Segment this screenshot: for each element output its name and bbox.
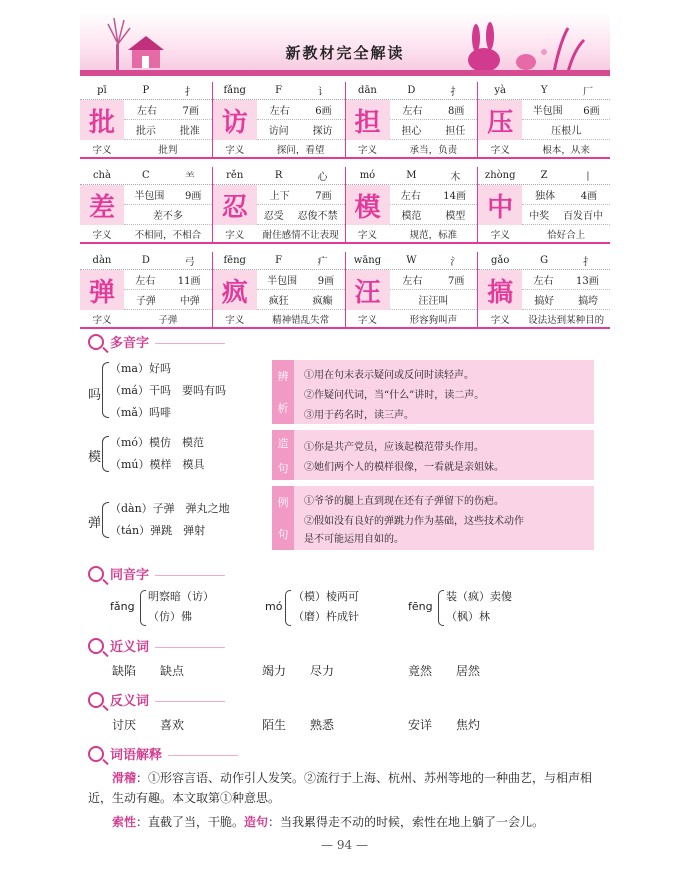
magnifier-icon — [88, 638, 104, 654]
meaning: 批判 — [158, 144, 178, 156]
character-grid — [80, 82, 610, 329]
meaning: 不相同，不相合 — [134, 229, 202, 241]
explanation-suoxing: 索性：直截了当，干脆。造句：当我累得走不动的时候，索性在地上躺了一会儿。 — [112, 815, 545, 829]
initial: W — [406, 255, 417, 266]
char-row — [80, 252, 610, 329]
pinyin: pī — [97, 85, 107, 96]
char-card-搞: gǎo G 扌 搞 左右 13画 搞好 搞垮 字义 设法达到某种目的 — [477, 252, 610, 329]
char-card-访: fǎng F 讠 访 左右 6画 访问 探访 字义 探问，看望 — [212, 82, 345, 159]
char-row — [80, 167, 610, 244]
section-explain: 词语解释 — [88, 744, 238, 763]
initial: Z — [540, 170, 548, 181]
meaning: 形容狗叫声 — [409, 314, 458, 326]
meaning: 耐住感情不让表现 — [262, 229, 339, 241]
meaning: 子弹 — [158, 314, 178, 326]
char-card-模: mó M 木 模 左右 14画 模范 模型 字义 规范，标准 — [345, 167, 478, 244]
pinyin: fēng — [223, 255, 246, 266]
big-character: 汪 — [346, 270, 390, 310]
header-strip — [80, 70, 610, 76]
char-card-弹: dàn D 弓 弹 左右 11画 子弹 中弹 字义 子弹 — [80, 252, 212, 329]
synonym-pair: 竭力 尽力 — [262, 664, 335, 678]
page-header — [80, 12, 610, 76]
meaning: 规范，标准 — [409, 229, 458, 241]
radical: 疒 — [317, 257, 328, 268]
example-words: 访问 探访 — [257, 120, 345, 140]
big-character: 疯 — [213, 270, 257, 310]
initial: G — [540, 255, 549, 266]
meaning: 承当，负责 — [409, 144, 458, 156]
polyphone-ma-notes: 辨 析 ①用在句末表示疑问或反问时读轻声。 ②作疑问代词，当“什么”讲时，读二声。 ③用于药名时，读三声。 — [272, 360, 594, 424]
polyphone-ma: 吗 （ma）好吗 （má）干吗 要吗有吗 （mǎ）吗啡 — [88, 362, 226, 419]
radical: 讠 — [317, 87, 328, 98]
homophone-mo: mó （模）棱两可 （磨）杵成针 — [265, 588, 415, 628]
pinyin: wāng — [353, 255, 382, 266]
char-card-忍: rěn R 心 忍 上下 7画 忍受 忍俊不禁 字义 耐住感情不让表现 — [212, 167, 345, 244]
pinyin: yà — [494, 85, 507, 96]
initial: C — [142, 170, 150, 181]
initial: Y — [540, 85, 548, 96]
magnifier-icon — [88, 566, 104, 582]
example-words: 压根儿 — [522, 120, 610, 140]
radical: 氵 — [450, 257, 461, 268]
initial: R — [274, 170, 283, 181]
char-card-批: pī P 扌 批 左右 7画 批示 批准 字义 批判 — [80, 82, 212, 159]
homophone-fang: fǎng 明察暗（访） （仿）佛 — [110, 588, 260, 628]
meaning: 根本，从来 — [542, 144, 590, 156]
big-character: 批 — [80, 100, 124, 140]
rabbit-illustration — [464, 22, 594, 74]
polyphone-mo: 模 （mó）模仿 模范 （mú）模样 模具 — [88, 436, 205, 471]
magnifier-icon — [88, 692, 104, 708]
pinyin: mó — [359, 170, 376, 181]
pinyin: fǎng — [223, 85, 246, 96]
magnifier-icon — [88, 334, 104, 350]
char-card-中: zhòng Z 丨 中 独体 4画 中奖 百发百中 字义 恰好合上 — [477, 167, 610, 244]
big-character: 中 — [478, 185, 522, 225]
example-words: 汪汪叫 — [390, 290, 478, 310]
radical: 心 — [317, 172, 328, 183]
big-character: 搞 — [478, 270, 522, 310]
example-words: 子弹 中弹 — [124, 290, 212, 310]
pinyin: zhòng — [484, 170, 516, 181]
polyphone-mo-notes: 造 句 ①你是共产党员，应该起模范带头作用。 ②她们两个人的模样很像，一看就是亲姐妹。 — [272, 430, 594, 480]
example-words: 忍受 忍俊不禁 — [257, 205, 345, 225]
radical: 丨 — [583, 172, 594, 183]
example-words: 中奖 百发百中 — [522, 205, 610, 225]
radical: 弓 — [184, 257, 195, 268]
big-character: 模 — [346, 185, 390, 225]
char-card-差: chà C ⺷ 差 半包围 9画 差不多 字义 不相同，不相合 — [80, 167, 212, 244]
initial: D — [407, 85, 416, 96]
magnifier-icon — [88, 746, 104, 762]
example-words: 担心 担任 — [390, 120, 478, 140]
radical: 扌 — [450, 87, 461, 98]
big-character: 压 — [478, 100, 522, 140]
section-homophone: 同音字 — [88, 564, 225, 583]
big-character: 访 — [213, 100, 257, 140]
example-words: 模范 模型 — [390, 205, 478, 225]
radical: ⺷ — [184, 172, 195, 183]
big-character: 担 — [346, 100, 390, 140]
big-character: 差 — [80, 185, 124, 225]
char-card-担: dān D 扌 担 左右 8画 担心 担任 字义 承当，负责 — [345, 82, 478, 159]
example-words: 疯狂 疯癫 — [257, 290, 345, 310]
synonym-pair: 缺陷 缺点 — [112, 664, 185, 678]
homophone-feng: fēng 装（疯）卖傻 （枫）林 — [408, 588, 558, 628]
page-number: — 94 — — [321, 838, 368, 852]
polyphone-dan: 弹 （dàn）子弹 弹丸之地 （tán）弹跳 弹射 — [88, 502, 230, 537]
explanation-huaji: 滑稽：①形容言语、动作引人发笑。②流行于上海、杭州、苏州等地的一种曲艺，与相声相近，生动有趣。本文取第①种意思。 — [88, 771, 593, 805]
antonym-pair: 陌生 熟悉 — [262, 718, 335, 732]
char-card-压: yà Y 厂 压 半包围 6画 压根儿 字义 根本，从来 — [477, 82, 610, 159]
radical: 厂 — [583, 87, 594, 98]
initial: F — [275, 85, 283, 96]
section-polyphone: 多音字 — [88, 332, 225, 351]
example-words: 搞好 搞垮 — [522, 290, 610, 310]
meaning: 探问，看望 — [276, 144, 325, 156]
initial: M — [406, 170, 417, 181]
initial: P — [142, 85, 150, 96]
meaning: 设法达到某种目的 — [528, 314, 605, 326]
meaning: 恰好合上 — [547, 229, 586, 241]
radical: 木 — [450, 172, 461, 183]
pinyin: dàn — [92, 255, 112, 266]
initial: F — [275, 255, 283, 266]
pinyin: chà — [92, 170, 111, 181]
pinyin: rěn — [226, 170, 244, 181]
initial: D — [141, 255, 150, 266]
example-words: 批示 批准 — [124, 120, 212, 140]
section-synonym: 近义词 — [88, 636, 225, 655]
antonym-pair: 安详 焦灼 — [408, 718, 481, 732]
polyphone-dan-notes: 例 句 ①爷爷的腿上直到现在还有子弹留下的伤疤。 ②假如没有良好的弹跳力作为基础，这些技术动作 是不可能运用自如的。 — [272, 486, 594, 550]
big-character: 忍 — [213, 185, 257, 225]
example-words: 差不多 — [124, 205, 212, 225]
radical: 扌 — [184, 87, 195, 98]
antonym-pair: 讨厌 喜欢 — [112, 718, 185, 732]
meaning: 精神错乱失常 — [272, 314, 330, 326]
char-card-疯: fēng F 疒 疯 半包围 9画 疯狂 疯癫 字义 精神错乱失常 — [212, 252, 345, 329]
radical: 扌 — [583, 257, 594, 268]
pinyin: gǎo — [491, 255, 510, 266]
section-antonym: 反义词 — [88, 690, 225, 709]
char-card-汪: wāng W 氵 汪 左右 7画 汪汪叫 字义 形容狗叫声 — [345, 252, 478, 329]
big-character: 弹 — [80, 270, 124, 310]
pinyin: dān — [358, 85, 377, 96]
synonym-pair: 竟然 居然 — [408, 664, 481, 678]
char-row — [80, 82, 610, 159]
page-title: 新教材完全解读 — [285, 44, 405, 62]
